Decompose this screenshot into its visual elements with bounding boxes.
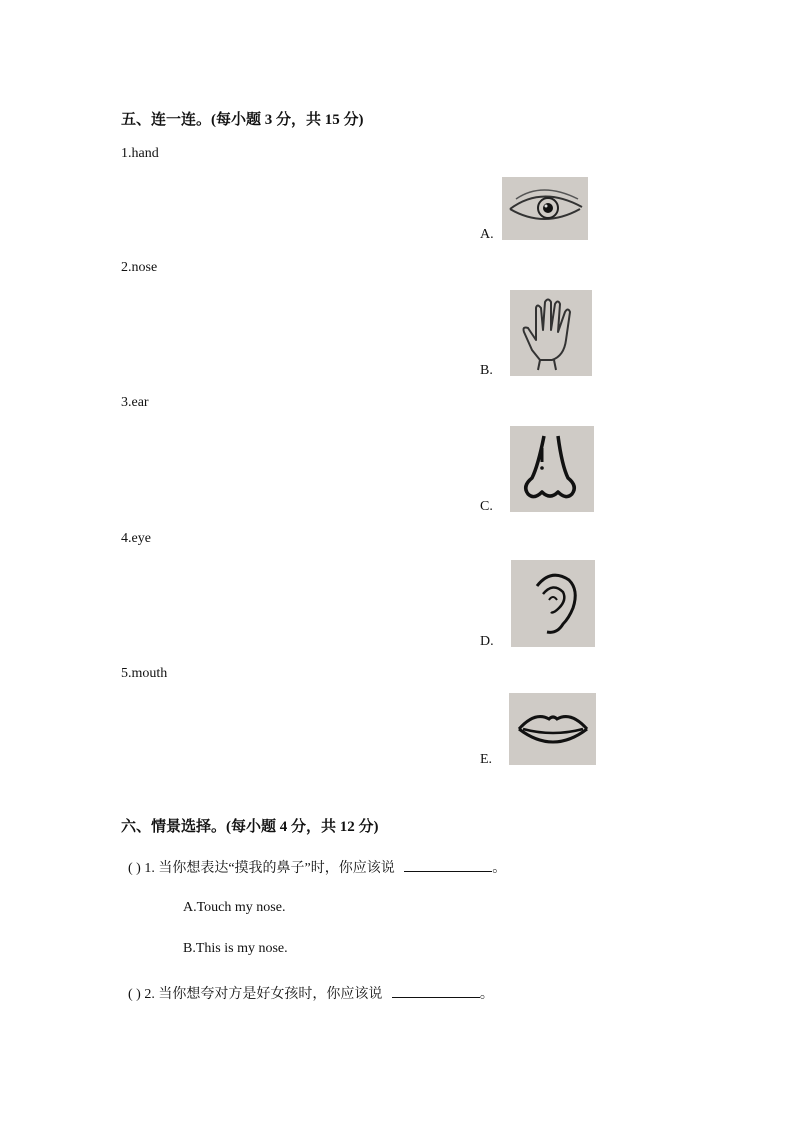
match-item-mouth: 5.mouth bbox=[121, 666, 168, 681]
option-label-b: B. bbox=[480, 363, 493, 378]
mouth-icon bbox=[509, 693, 596, 765]
ear-icon bbox=[511, 560, 595, 647]
choice-b: B.This is my nose. bbox=[183, 941, 288, 956]
option-label-a: A. bbox=[480, 227, 494, 242]
question-text: 1. 当你想表达“摸我的鼻子”时，你应该说 bbox=[144, 861, 395, 876]
question-end: 。 bbox=[492, 861, 507, 876]
match-item-eye: 4.eye bbox=[121, 531, 151, 546]
option-label-c: C. bbox=[480, 499, 493, 514]
answer-paren[interactable]: ( ) bbox=[128, 861, 141, 876]
question-1 bbox=[128, 857, 506, 877]
match-item-nose: 2.nose bbox=[121, 260, 158, 275]
answer-blank[interactable] bbox=[404, 857, 492, 872]
answer-blank[interactable] bbox=[392, 983, 480, 998]
section-5-heading: 五、连一连。(每小题 3 分，共 15 分) bbox=[121, 112, 364, 128]
option-label-d: D. bbox=[480, 634, 494, 649]
question-2 bbox=[128, 983, 494, 1003]
question-end: 。 bbox=[479, 987, 494, 1002]
eye-icon bbox=[502, 177, 588, 240]
match-item-ear: 3.ear bbox=[121, 395, 149, 410]
section-6-heading: 六、情景选择。(每小题 4 分，共 12 分) bbox=[121, 819, 379, 835]
choice-a: A.Touch my nose. bbox=[183, 900, 286, 915]
hand-icon bbox=[510, 290, 592, 376]
answer-paren[interactable]: ( ) bbox=[128, 987, 141, 1002]
question-text: 2. 当你想夸对方是好女孩时，你应该说 bbox=[144, 987, 383, 1002]
option-label-e: E. bbox=[480, 752, 493, 767]
nose-icon bbox=[510, 426, 594, 512]
match-item-hand: 1.hand bbox=[121, 146, 159, 161]
